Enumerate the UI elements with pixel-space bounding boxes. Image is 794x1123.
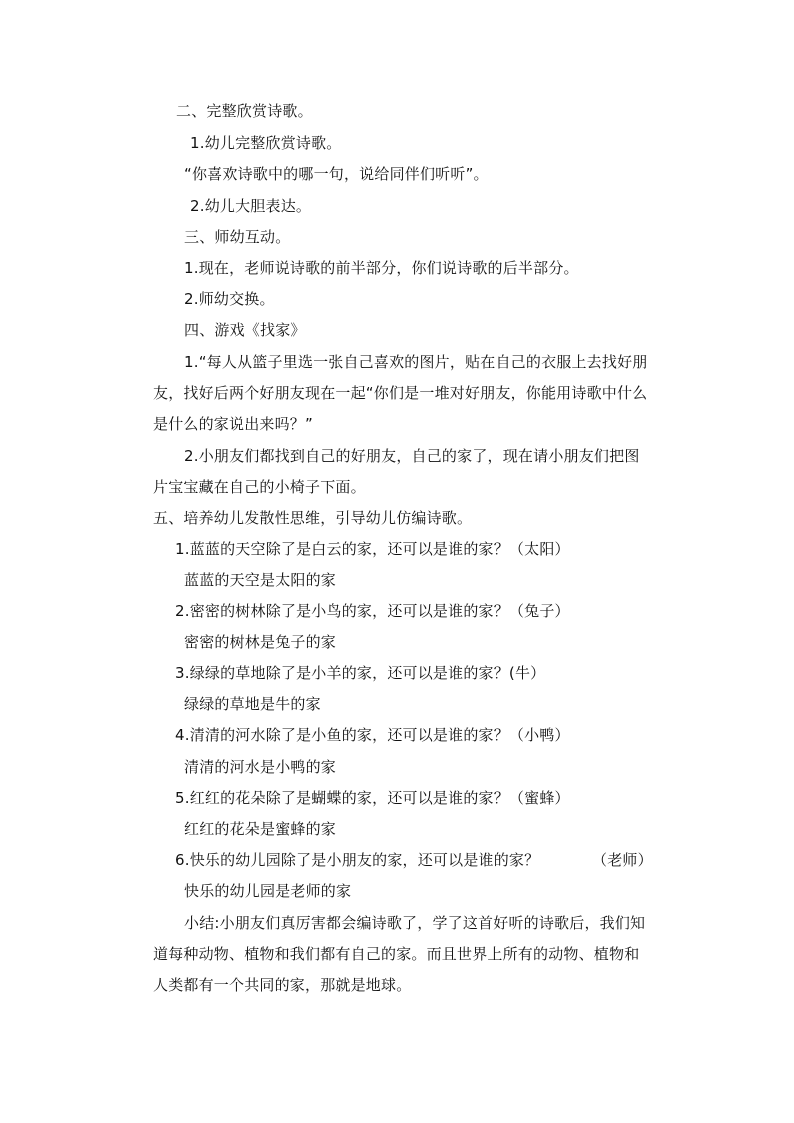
section-heading-3: 三、师幼互动。: [184, 228, 291, 246]
answer-line: 蓝蓝的天空是太阳的家: [184, 571, 337, 589]
list-item: 2.密密的树林除了是小鸟的家，还可以是谁的家？（兔子）: [175, 602, 570, 620]
list-item: 1.蓝蓝的天空除了是白云的家，还可以是谁的家？（太阳）: [175, 540, 570, 558]
text-line: 友，找好后两个好朋友现在一起“你们是一堆对好朋友，你能用诗歌中什么: [153, 384, 648, 402]
answer-line: 密密的树林是兔子的家: [184, 633, 337, 651]
answer-line: 快乐的幼儿园是老师的家: [184, 882, 352, 900]
list-item: 5.红红的花朵除了是蝴蝶的家，还可以是谁的家？（蜜蜂）: [175, 789, 570, 807]
text-line: 2.师幼交换。: [184, 290, 275, 308]
text-line: 1.现在，老师说诗歌的前半部分，你们说诗歌的后半部分。: [184, 259, 579, 277]
section-heading-2: 二、完整欣赏诗歌。: [176, 102, 313, 120]
answer-line: 绿绿的草地是牛的家: [184, 695, 321, 713]
summary-line: 人类都有一个共同的家，那就是地球。: [153, 976, 412, 994]
summary-line: 小结:小朋友们真厉害都会编诗歌了，学了这首好听的诗歌后，我们知: [184, 914, 646, 932]
text-line: 1.“每人从篮子里选一张自己喜欢的图片，贴在自己的衣服上去找好朋: [184, 353, 648, 371]
list-item: 6.快乐的幼儿园除了是小朋友的家，还可以是谁的家？: [175, 851, 540, 869]
text-line: “你喜欢诗歌中的哪一句，说给同伴们听听”。: [184, 165, 489, 183]
text-line: 是什么的家说出来吗？”: [153, 415, 313, 433]
text-line: 片宝宝藏在自己的小椅子下面。: [153, 478, 366, 496]
answer-line: 清清的河水是小鸭的家: [184, 758, 337, 776]
section-heading-5: 五、培养幼儿发散性思维，引导幼儿仿编诗歌。: [153, 509, 473, 527]
list-item-answer: （老师）: [592, 851, 653, 869]
text-line: 2.幼儿大胆表达。: [190, 197, 312, 215]
text-line: 2.小朋友们都找到自己的好朋友，自己的家了，现在请小朋友们把图: [184, 447, 640, 465]
list-item: 3.绿绿的草地除了是小羊的家，还可以是谁的家？(牛）: [175, 664, 546, 682]
text-line: 1.幼儿完整欣赏诗歌。: [190, 134, 342, 152]
section-heading-4: 四、游戏《找家》: [184, 321, 306, 339]
summary-line: 道每种动物、植物和我们都有自己的家。而且世界上所有的动物、植物和: [153, 945, 640, 963]
list-item: 4.清清的河水除了是小鱼的家，还可以是谁的家？（小鸭）: [175, 726, 570, 744]
answer-line: 红红的花朵是蜜蜂的家: [184, 820, 337, 838]
